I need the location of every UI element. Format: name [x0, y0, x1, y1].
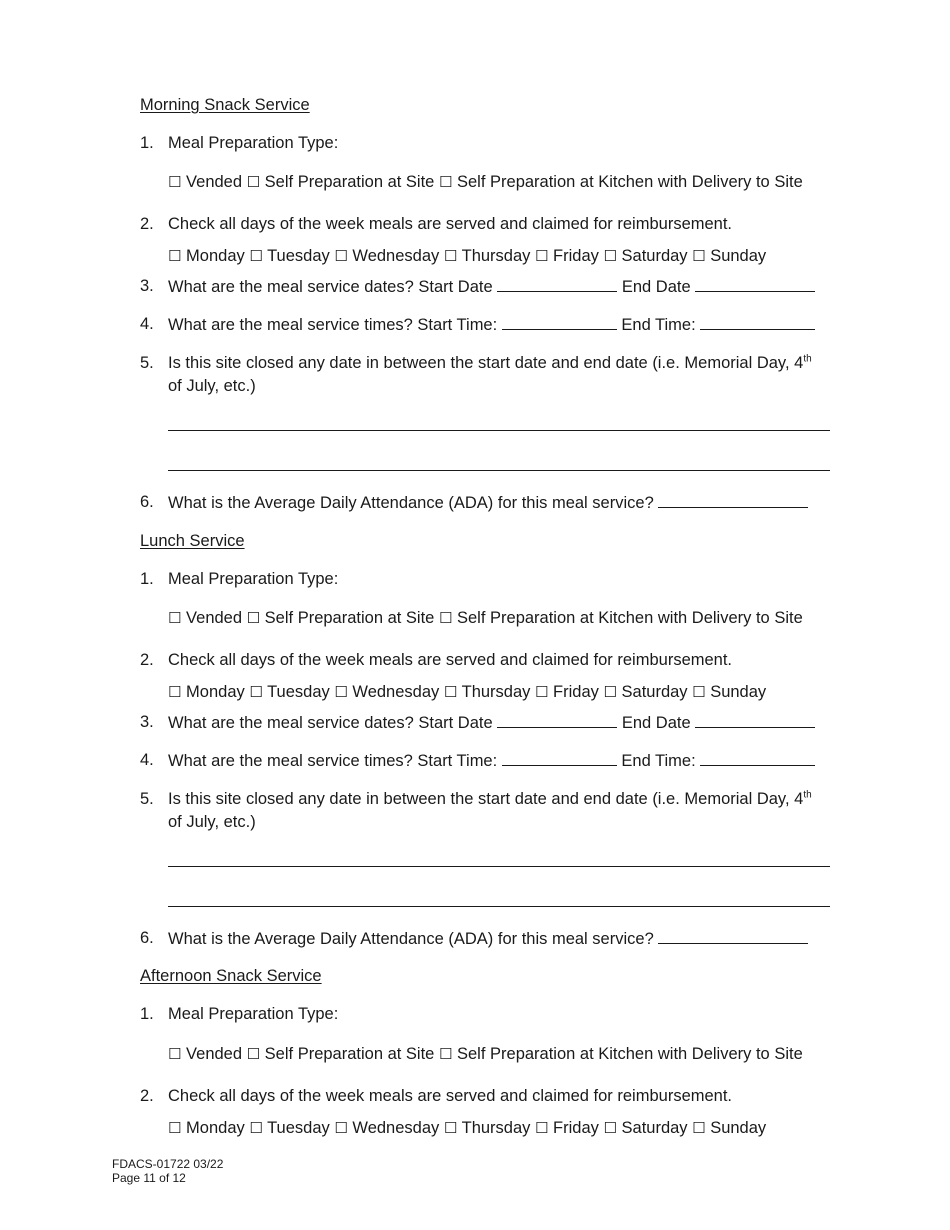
- checkbox[interactable]: ☐: [603, 247, 617, 265]
- checkbox[interactable]: ☐: [168, 609, 182, 627]
- checkbox[interactable]: ☐: [692, 1119, 706, 1137]
- checkbox[interactable]: ☐: [692, 683, 706, 701]
- section-title-morning: Morning Snack Service: [140, 96, 310, 114]
- day-label: Tuesday: [267, 1119, 330, 1137]
- question-number: 6.: [140, 929, 154, 947]
- day-label: Saturday: [621, 247, 688, 265]
- checkbox[interactable]: ☐: [438, 609, 453, 627]
- day-label: Saturday: [621, 683, 688, 701]
- question-number: 1.: [140, 570, 154, 588]
- question-text: What is the Average Daily Attendance (ADA) for this meal service?: [168, 494, 654, 512]
- page-number: Page 11 of 12: [112, 1171, 186, 1185]
- question-text: What is the Average Daily Attendance (ADA) for this meal service?: [168, 930, 654, 948]
- question-number: 5.: [140, 790, 154, 808]
- checkbox[interactable]: ☐: [246, 173, 261, 191]
- answer-line[interactable]: [168, 866, 830, 867]
- day-label: Monday: [186, 683, 245, 701]
- option-label: Self Preparation at Kitchen with Delivery to Site: [457, 173, 803, 191]
- day-label: Monday: [186, 1119, 245, 1137]
- answer-line[interactable]: [168, 430, 830, 431]
- option-label: Self Preparation at Site: [264, 173, 435, 191]
- checkbox[interactable]: ☐: [443, 683, 458, 701]
- question-number: 2.: [140, 215, 154, 233]
- question-dates: [168, 712, 815, 733]
- days-options: [168, 246, 766, 266]
- checkbox[interactable]: ☐: [249, 247, 263, 265]
- checkbox[interactable]: ☐: [534, 683, 549, 701]
- day-label: Friday: [553, 1119, 599, 1137]
- day-label: Thursday: [461, 683, 531, 701]
- question-text: Is this site closed any date in between the start date and end date (i.e. Memorial Day, 4: [168, 790, 804, 808]
- day-label: Friday: [553, 247, 599, 265]
- checkbox[interactable]: ☐: [534, 247, 549, 265]
- checkbox[interactable]: ☐: [443, 1119, 458, 1137]
- end-date-label: End Date: [621, 278, 691, 296]
- start-time-field[interactable]: [502, 750, 617, 766]
- checkbox[interactable]: ☐: [168, 1045, 182, 1063]
- end-time-label: End Time:: [621, 316, 696, 334]
- day-label: Thursday: [461, 1119, 531, 1137]
- option-label: Self Preparation at Site: [264, 1045, 435, 1063]
- question-number: 5.: [140, 354, 154, 372]
- checkbox[interactable]: ☐: [168, 247, 182, 265]
- day-label: Tuesday: [267, 247, 330, 265]
- option-label: Self Preparation at Kitchen with Delivery to Site: [457, 1045, 803, 1063]
- day-label: Tuesday: [267, 683, 330, 701]
- question-ada: [168, 492, 808, 513]
- question-number: 4.: [140, 751, 154, 769]
- section-title-lunch: Lunch Service: [140, 532, 245, 550]
- question-number: 2.: [140, 1087, 154, 1105]
- day-label: Sunday: [710, 683, 767, 701]
- ada-field[interactable]: [658, 928, 808, 944]
- checkbox[interactable]: ☐: [334, 247, 348, 265]
- checkbox[interactable]: ☐: [246, 1045, 261, 1063]
- question-number: 1.: [140, 1005, 154, 1023]
- prep-type-options: [168, 608, 803, 628]
- checkbox[interactable]: ☐: [603, 1119, 617, 1137]
- question-number: 2.: [140, 651, 154, 669]
- checkbox[interactable]: ☐: [334, 1119, 348, 1137]
- checkbox[interactable]: ☐: [334, 683, 348, 701]
- days-options: [168, 682, 766, 702]
- answer-line[interactable]: [168, 906, 830, 907]
- checkbox[interactable]: ☐: [168, 173, 182, 191]
- question-text: What are the meal service dates? Start Date: [168, 714, 493, 732]
- end-date-field[interactable]: [695, 712, 815, 728]
- end-time-field[interactable]: [700, 750, 815, 766]
- question-text: What are the meal service dates? Start Date: [168, 278, 493, 296]
- question-text: Meal Preparation Type:: [168, 1005, 339, 1023]
- day-label: Wednesday: [352, 247, 440, 265]
- start-date-field[interactable]: [497, 712, 617, 728]
- checkbox[interactable]: ☐: [443, 247, 458, 265]
- question-times: [168, 314, 815, 335]
- checkbox[interactable]: ☐: [246, 609, 261, 627]
- day-label: Monday: [186, 247, 245, 265]
- question-text: What are the meal service times? Start Time:: [168, 752, 498, 770]
- checkbox[interactable]: ☐: [168, 683, 182, 701]
- question-text-cont: of July, etc.): [168, 377, 256, 395]
- checkbox[interactable]: ☐: [534, 1119, 549, 1137]
- question-text: Check all days of the week meals are served and claimed for reimbursement.: [168, 1087, 733, 1105]
- question-text: Check all days of the week meals are served and claimed for reimbursement.: [168, 215, 733, 233]
- question-closed-dates: [168, 353, 812, 373]
- day-label: Friday: [553, 683, 599, 701]
- option-label: Self Preparation at Site: [264, 609, 435, 627]
- question-number: 4.: [140, 315, 154, 333]
- day-label: Wednesday: [352, 683, 440, 701]
- checkbox[interactable]: ☐: [438, 1045, 453, 1063]
- day-label: Sunday: [710, 1119, 767, 1137]
- prep-type-options: [168, 1044, 803, 1064]
- day-label: Thursday: [461, 247, 531, 265]
- question-times: [168, 750, 815, 771]
- option-label: Self Preparation at Kitchen with Delivery to Site: [457, 609, 803, 627]
- answer-line[interactable]: [168, 470, 830, 471]
- checkbox[interactable]: ☐: [249, 683, 263, 701]
- end-date-field[interactable]: [695, 276, 815, 292]
- option-label: Vended: [186, 609, 243, 627]
- start-time-field[interactable]: [502, 314, 617, 330]
- end-time-field[interactable]: [700, 314, 815, 330]
- checkbox[interactable]: ☐: [249, 1119, 263, 1137]
- question-text-cont: of July, etc.): [168, 813, 256, 831]
- question-number: 6.: [140, 493, 154, 511]
- form-id: FDACS-01722 03/22: [112, 1157, 224, 1171]
- end-time-label: End Time:: [621, 752, 696, 770]
- question-text: Meal Preparation Type:: [168, 570, 339, 588]
- end-date-label: End Date: [621, 714, 691, 732]
- question-text: What are the meal service times? Start Time:: [168, 316, 498, 334]
- day-label: Saturday: [621, 1119, 688, 1137]
- option-label: Vended: [186, 1045, 243, 1063]
- prep-type-options: [168, 172, 803, 192]
- checkbox[interactable]: ☐: [692, 247, 706, 265]
- checkbox[interactable]: ☐: [438, 173, 453, 191]
- question-number: 3.: [140, 277, 154, 295]
- option-label: Vended: [186, 173, 243, 191]
- question-text: Is this site closed any date in between the start date and end date (i.e. Memorial Day, 4: [168, 354, 804, 372]
- section-title-afternoon: Afternoon Snack Service: [140, 967, 322, 985]
- superscript: th: [803, 353, 812, 365]
- question-closed-dates: [168, 789, 812, 809]
- superscript: th: [803, 789, 812, 801]
- question-text: Meal Preparation Type:: [168, 134, 339, 152]
- question-number: 3.: [140, 713, 154, 731]
- question-text: Check all days of the week meals are served and claimed for reimbursement.: [168, 651, 733, 669]
- day-label: Sunday: [710, 247, 767, 265]
- checkbox[interactable]: ☐: [603, 683, 617, 701]
- question-ada: [168, 928, 808, 949]
- question-dates: [168, 276, 815, 297]
- days-options: [168, 1118, 766, 1138]
- ada-field[interactable]: [658, 492, 808, 508]
- checkbox[interactable]: ☐: [168, 1119, 182, 1137]
- start-date-field[interactable]: [497, 276, 617, 292]
- day-label: Wednesday: [352, 1119, 440, 1137]
- question-number: 1.: [140, 134, 154, 152]
